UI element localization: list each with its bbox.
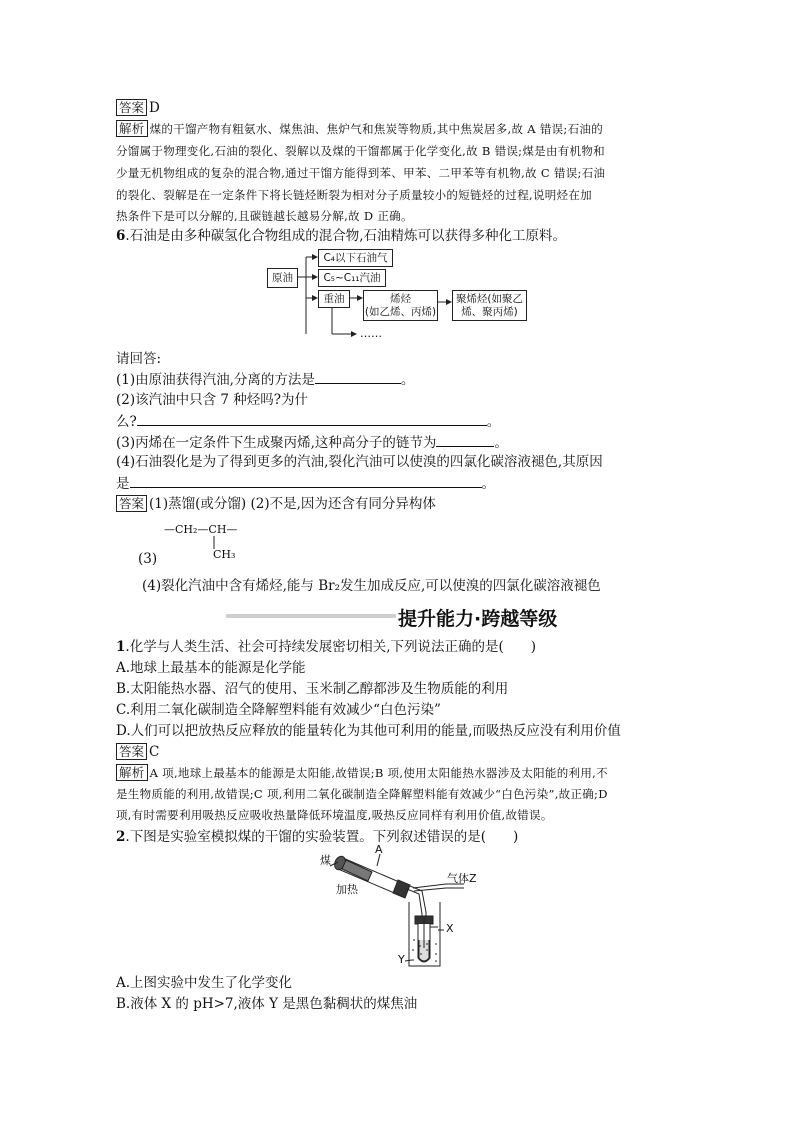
question-number: 2 (116, 829, 126, 845)
section-title: 提升能力·跨越等级 (398, 608, 558, 630)
label-a: A (375, 843, 383, 856)
analysis-text: A 项,地球上最基本的能源是太阳能,故错误;B 项,使用太阳能热水器涉及太阳能的利用,不 (149, 766, 608, 780)
answer-value: D (149, 100, 160, 116)
answer-tag: 答案 (116, 99, 147, 116)
sub-question-1-text: (1)由原油获得汽油,分离的方法是 (116, 372, 315, 388)
answer-3-label: (3) (138, 551, 158, 567)
sub-question-3-end: 。 (494, 435, 508, 451)
crude-oil-box: 原油 (267, 268, 298, 288)
sub-question-3-text: (3)丙烯在一定条件下生成聚丙烯,这种高分子的链节为 (116, 435, 437, 451)
question-number: 1 (116, 639, 126, 655)
sub-question-2: (2)该汽油中只含 7 种烃吗?为什 (116, 392, 309, 408)
answer-text: (1)蒸馏(或分馏) (2)不是,因为还含有同分异构体 (149, 496, 436, 512)
label-x: X (446, 922, 454, 935)
answer-value: C (149, 744, 160, 760)
q2-option-a[interactable]: A.上图实验中发生了化学变化 (116, 975, 293, 991)
alkene-label: 烯烃 (390, 292, 411, 305)
analysis-tag: 解析 (116, 120, 148, 137)
more-products-ellipsis: …… (360, 327, 382, 340)
sub-question-4-text: 是 (116, 476, 130, 492)
option-b[interactable]: B.太阳能热水器、沼气的使用、玉米制乙醇都涉及生物质能的利用 (116, 681, 509, 697)
option-d[interactable]: D.人们可以把放热反应释放的能量转化为其他可利用的能量,而吸热反应没有利用价值 (116, 723, 621, 739)
alkene-note: (如乙烯、丙烯) (364, 305, 437, 318)
gas-output-box: C₄以下石油气 (318, 249, 393, 267)
polyolefin-line-2: 烯、聚丙烯) (461, 305, 518, 318)
sub-question-2-end: 。 (486, 414, 501, 430)
coal-label: 煤 (320, 854, 331, 867)
label-y: Y (398, 953, 405, 966)
polyolefin-line-1: 聚烯烃(如聚乙 (455, 292, 524, 305)
q2-option-b[interactable]: B.液体 X 的 pH>7,液体 Y 是黑色黏稠状的煤焦油 (116, 996, 418, 1012)
prev-analysis-line-2: 分馏属于物理变化,石油的裂化、裂解以及煤的干馏都属于化学变化,故 B 错误;煤是由有机物和 (116, 144, 605, 158)
analysis-text: 煤的干馏产物有粗氨水、煤焦油、焦炉气和焦炭等物质,其中焦炭居多,故 A 错误;石油的 (149, 122, 604, 136)
heating-label: 加热 (336, 883, 358, 896)
prev-analysis-line-3: 少量无机物组成的复杂的混合物,通过干馏方能得到苯、甲苯、二甲苯等有机物,故 C 错误;石油 (116, 166, 606, 180)
prev-analysis-line-4: 的裂化、裂解是在一定条件下将长链烃断裂为相对分子质量较小的短链烃的过程,说明烃在加 (116, 188, 592, 202)
analysis-tag: 解析 (116, 764, 148, 781)
answer-tag: 答案 (116, 743, 147, 760)
sub-question-1-end: 。 (400, 372, 415, 388)
prev-analysis-line-5: 热条件下是可以分解的,且碳链越长越易分解,故 D 正确。 (116, 209, 413, 223)
gasoline-output-box: C₅~C₁₁汽油 (318, 269, 386, 287)
question-number: 6 (116, 228, 126, 244)
repeat-unit-methyl: CH₃ (213, 548, 236, 561)
question-text: .下图是实验室模拟煤的干馏的实验装置。下列叙述错误的是( ) (125, 829, 519, 845)
option-a[interactable]: A.地球上最基本的能源是化学能 (116, 660, 306, 676)
sub-question-4-end: 。 (481, 476, 495, 492)
answer-4: (4)裂化汽油中含有烯烃,能与 Br₂发生加成反应,可以使溴的四氯化碳溶液褪色 (142, 578, 601, 594)
heavy-oil-box: 重油 (318, 290, 350, 308)
question-text: .石油是由多种碳氢化合物组成的混合物,石油精炼可以获得多种化工原料。 (125, 228, 566, 244)
gas-z-label: 气体Z (447, 872, 477, 885)
q1-analysis-line-2: 是生物质能的利用,故错误;C 项,利用二氧化碳制造全降解塑料能有效减少“白色污染”,故正确;D (116, 787, 608, 801)
question-text: .化学与人类生活、社会可持续发展密切相关,下列说法正确的是( ) (125, 639, 537, 655)
please-answer: 请回答: (116, 351, 162, 367)
option-c[interactable]: C.利用二氧化碳制造全降解塑料能有效减少“白色污染” (116, 702, 441, 718)
q1-analysis-line-3: 项,有时需要利用吸热反应吸收热量降低环境温度,吸热反应同样有利用价值,故错误。 (116, 808, 553, 822)
answer-tag: 答案 (116, 495, 147, 512)
sub-question-4: (4)石油裂化是为了得到更多的汽油,裂化汽油可以使溴的四氯化碳溶液褪色,其原因 (116, 454, 603, 470)
sub-question-2-text: 么? (116, 414, 137, 430)
repeat-unit-main-chain: —CH₂—CH— (164, 523, 238, 536)
